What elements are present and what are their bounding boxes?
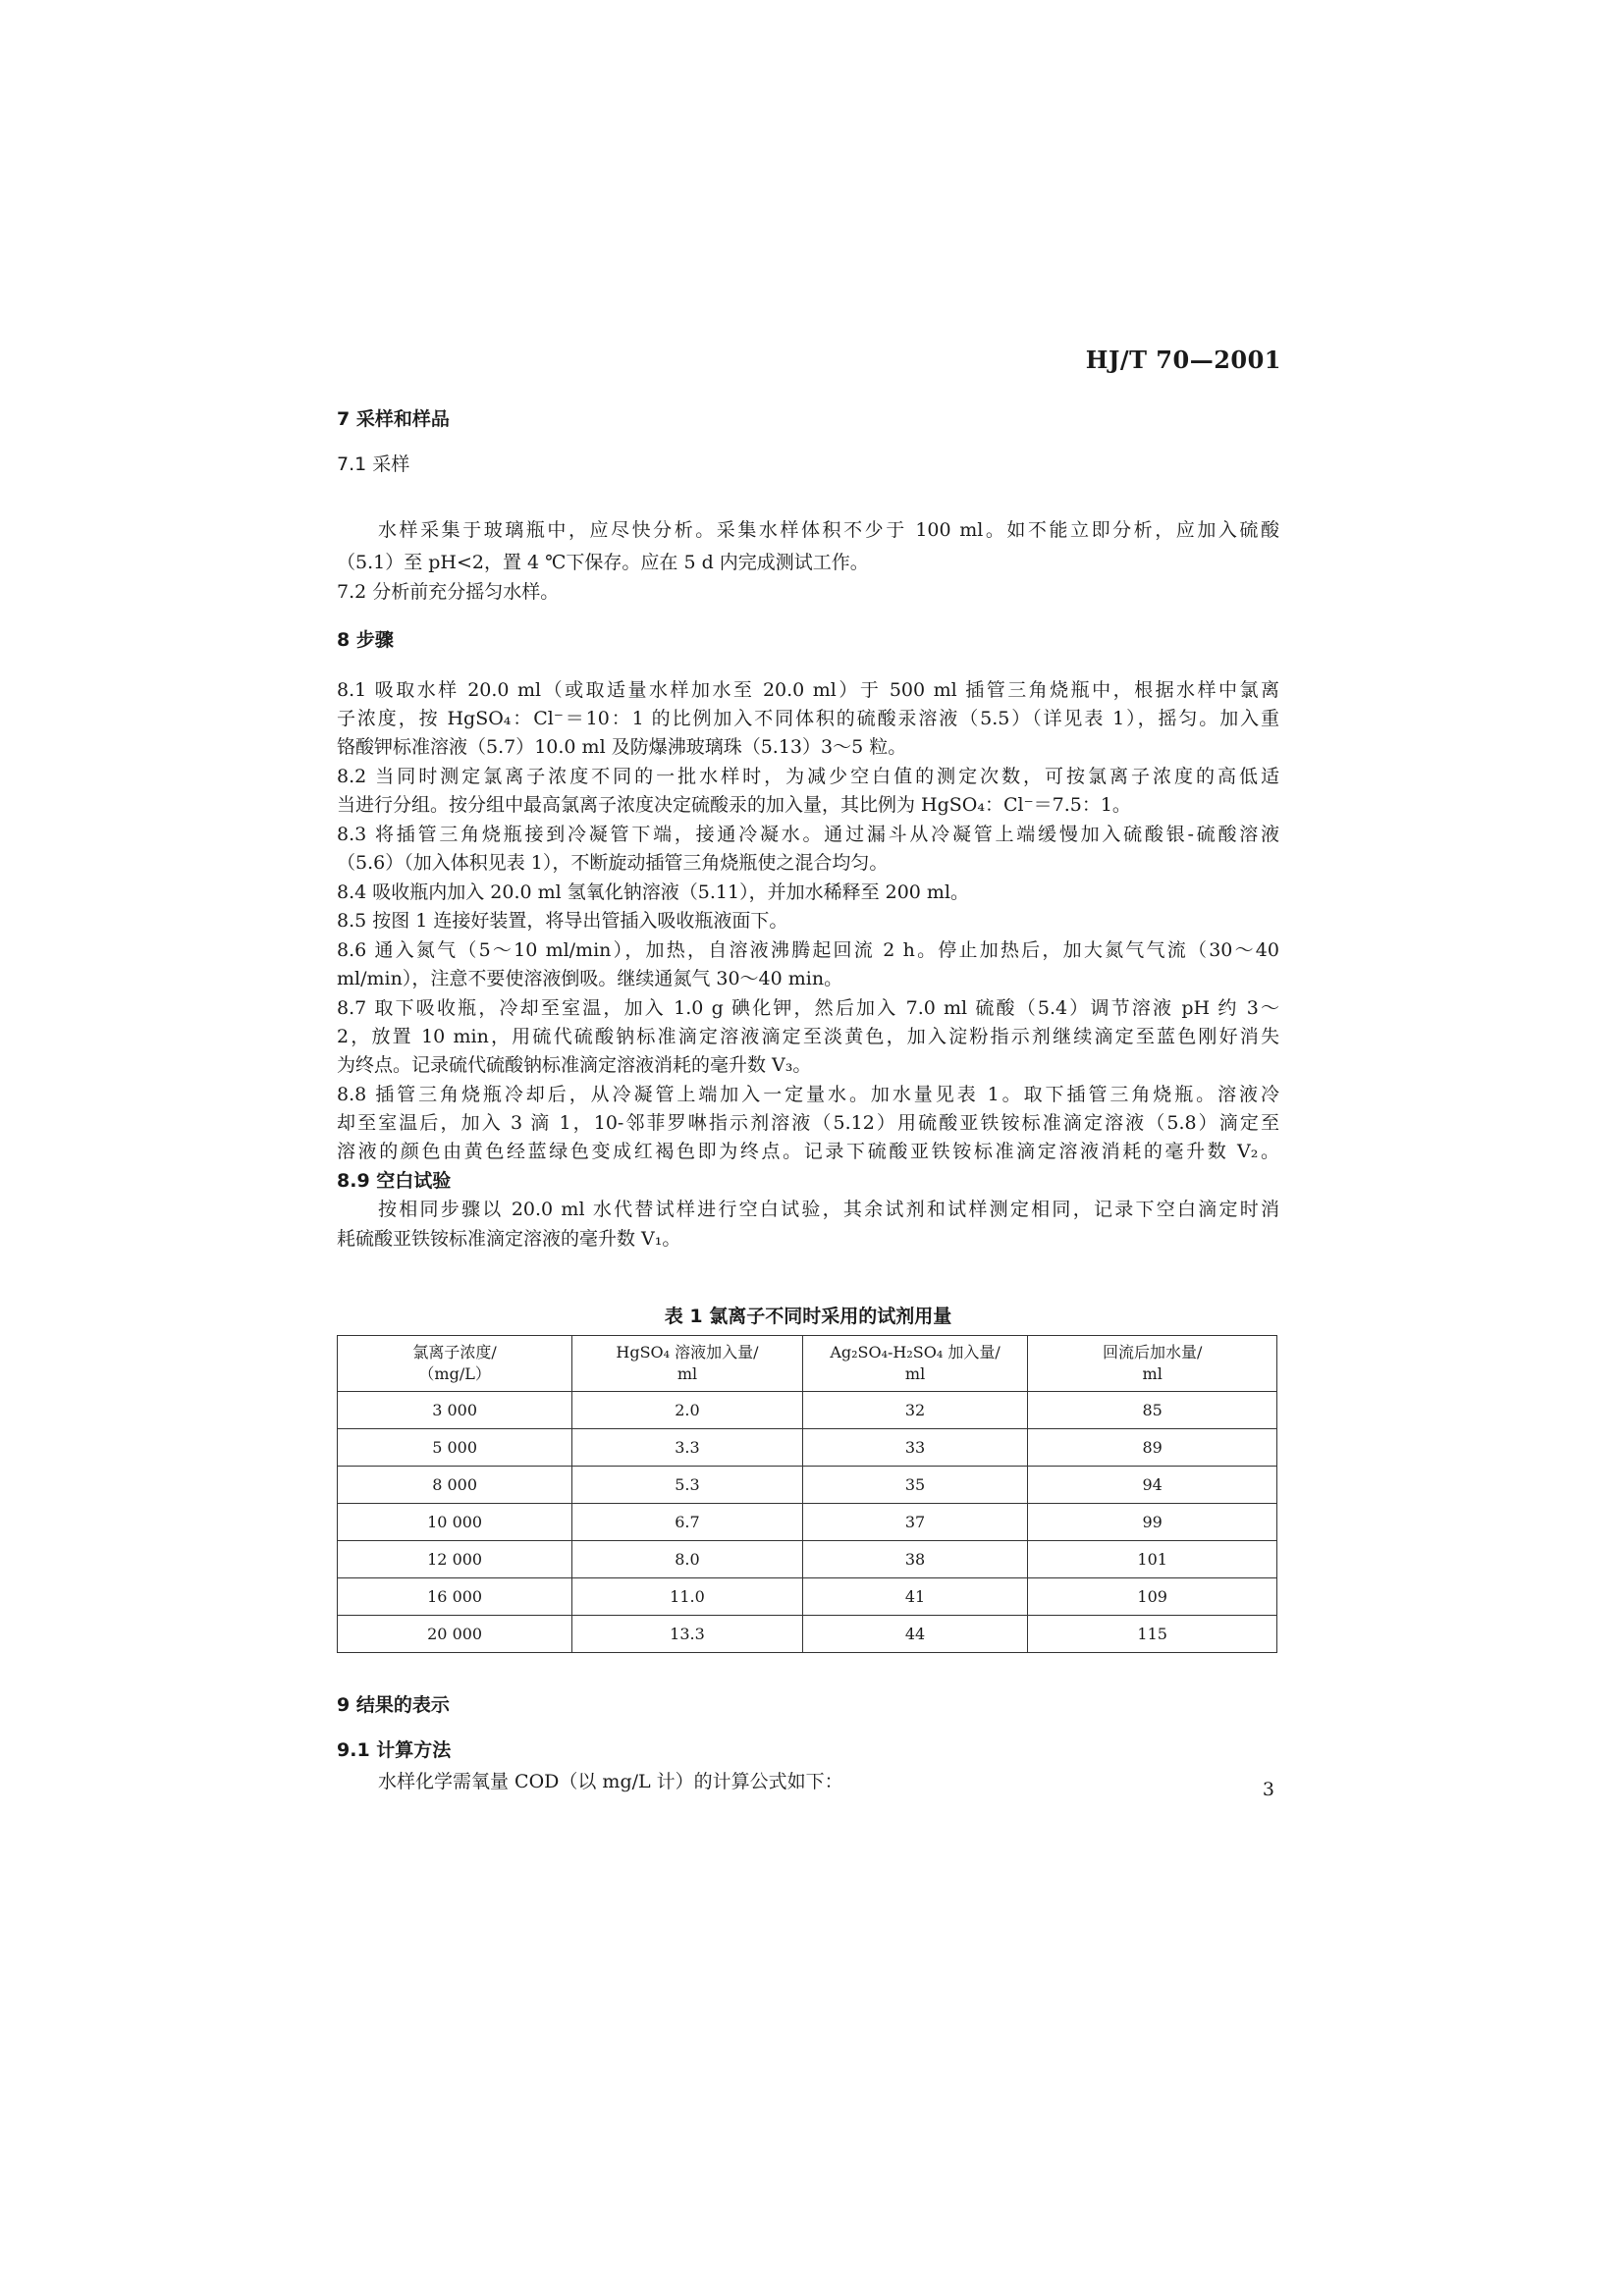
- cell-hgso4: 11.0: [572, 1578, 802, 1616]
- column-header-chloride: [338, 1336, 572, 1392]
- header-unit: ml: [904, 1364, 926, 1383]
- table-header-row: [338, 1336, 1277, 1392]
- section-7-1-paragraph-line: （5.1）至 pH<2，置 4 ℃下保存。应在 5 d 内完成测试工作。: [337, 552, 869, 573]
- header-unit: ml: [676, 1364, 698, 1383]
- section-8-1-line: 8.1 吸取水样 20.0 ml（或取适量水样加水至 20.0 ml）于 500 ml 插管三角烧瓶中，根据水样中氯离: [337, 679, 1279, 701]
- cell-chloride: 20 000: [338, 1616, 572, 1653]
- table-row: [338, 1616, 1277, 1653]
- section-7-heading: 7 采样和样品: [337, 408, 450, 430]
- section-8-9-heading: 8.9 空白试验: [337, 1170, 452, 1192]
- cell-chloride: 8 000: [338, 1467, 572, 1504]
- section-8-7-line: 为终点。记录硫代硫酸钠标准滴定溶液消耗的毫升数 V₃。: [337, 1054, 812, 1076]
- cell-water: 85: [1028, 1392, 1277, 1429]
- column-header-ag2so4: [802, 1336, 1028, 1392]
- section-8-heading: 8 步骤: [337, 629, 394, 651]
- section-9-1-heading: 9.1 计算方法: [337, 1739, 452, 1761]
- page-number: 3: [1262, 1779, 1274, 1800]
- section-7-1-heading: 7.1 采样: [337, 454, 410, 475]
- section-9-heading: 9 结果的表示: [337, 1694, 450, 1716]
- header-line: HgSO₄ 溶液加入量/: [616, 1343, 759, 1362]
- cell-chloride: 12 000: [338, 1541, 572, 1578]
- table-row: [338, 1504, 1277, 1541]
- section-8-2-line: 当进行分组。按分组中最高氯离子浓度决定硫酸汞的加入量，其比例为 HgSO₄：Cl⁻＝7.5：1。: [337, 794, 1131, 816]
- table-1-caption: 表 1 氯离子不同时采用的试剂用量: [664, 1306, 952, 1327]
- section-8-3-line: （5.6）（加入体积见表 1），不断旋动插管三角烧瓶使之混合均匀。: [337, 852, 889, 874]
- cell-chloride: 5 000: [338, 1429, 572, 1467]
- cell-water: 115: [1028, 1616, 1277, 1653]
- header-line: Ag₂SO₄-H₂SO₄ 加入量/: [830, 1343, 1001, 1362]
- section-7-2-text: 7.2 分析前充分摇匀水样。: [337, 581, 560, 603]
- cell-chloride: 16 000: [338, 1578, 572, 1616]
- section-8-1-line: 子浓度，按 HgSO₄：Cl⁻＝10：1 的比例加入不同体积的硫酸汞溶液（5.5）（详见表 1），摇匀。加入重: [337, 708, 1279, 729]
- cell-water: 109: [1028, 1578, 1277, 1616]
- section-8-7-line: 2，放置 10 min，用硫代硫酸钠标准滴定溶液滴定至淡黄色，加入淀粉指示剂继续滴定至蓝色刚好消失: [337, 1026, 1279, 1047]
- table-row: [338, 1429, 1277, 1467]
- cell-ag2so4: 32: [802, 1392, 1028, 1429]
- section-8-6-line: 8.6 通入氮气（5～10 ml/min），加热，自溶液沸腾起回流 2 h。停止加热后，加大氮气气流（30～40: [337, 939, 1279, 961]
- section-8-4-text: 8.4 吸收瓶内加入 20.0 ml 氢氧化钠溶液（5.11），并加水稀释至 200 ml。: [337, 881, 970, 903]
- cell-ag2so4: 33: [802, 1429, 1028, 1467]
- cell-hgso4: 13.3: [572, 1616, 802, 1653]
- header-unit: ml: [1142, 1364, 1163, 1383]
- cell-ag2so4: 37: [802, 1504, 1028, 1541]
- table-row: [338, 1392, 1277, 1429]
- column-header-water: [1028, 1336, 1277, 1392]
- header-line: 回流后加水量/: [1102, 1343, 1203, 1362]
- section-8-7-line: 8.7 取下吸收瓶，冷却至室温，加入 1.0 g 碘化钾，然后加入 7.0 ml 硫酸（5.4）调节溶液 pH 约 3～: [337, 997, 1279, 1019]
- table-row: [338, 1541, 1277, 1578]
- cell-hgso4: 5.3: [572, 1467, 802, 1504]
- cell-hgso4: 6.7: [572, 1504, 802, 1541]
- section-8-9-line: 按相同步骤以 20.0 ml 水代替试样进行空白试验，其余试剂和试样测定相同，记录下空白滴定时消: [378, 1199, 1279, 1220]
- cell-chloride: 3 000: [338, 1392, 572, 1429]
- column-header-hgso4: [572, 1336, 802, 1392]
- section-8-5-text: 8.5 按图 1 连接好装置，将导出管插入吸收瓶液面下。: [337, 910, 788, 932]
- section-8-8-line: 8.8 插管三角烧瓶冷却后，从冷凝管上端加入一定量水。加水量见表 1。取下插管三角烧瓶。溶液冷: [337, 1084, 1279, 1105]
- cell-ag2so4: 38: [802, 1541, 1028, 1578]
- section-8-6-line: ml/min），注意不要使溶液倒吸。继续通氮气 30～40 min。: [337, 968, 843, 989]
- header-line: 氯离子浓度/: [412, 1343, 497, 1362]
- section-8-3-line: 8.3 将插管三角烧瓶接到冷凝管下端，接通冷凝水。通过漏斗从冷凝管上端缓慢加入硫酸银-硫酸溶液: [337, 824, 1279, 845]
- section-9-1-text: 水样化学需氧量 COD（以 mg/L 计）的计算公式如下：: [378, 1771, 843, 1792]
- cell-water: 101: [1028, 1541, 1277, 1578]
- section-8-2-line: 8.2 当同时测定氯离子浓度不同的一批水样时，为减少空白值的测定次数，可按氯离子浓度的高低适: [337, 766, 1279, 787]
- cell-hgso4: 2.0: [572, 1392, 802, 1429]
- section-8-8-line: 却至室温后，加入 3 滴 1，10-邻菲罗啉指示剂溶液（5.12）用硫酸亚铁铵标准滴定溶液（5.8）滴定至: [337, 1112, 1279, 1134]
- cell-water: 89: [1028, 1429, 1277, 1467]
- cell-water: 99: [1028, 1504, 1277, 1541]
- cell-hgso4: 3.3: [572, 1429, 802, 1467]
- table-row: [338, 1467, 1277, 1504]
- section-8-8-line: 溶液的颜色由黄色经蓝绿色变成红褐色即为终点。记录下硫酸亚铁铵标准滴定溶液消耗的毫升数 V₂。: [337, 1141, 1279, 1162]
- cell-water: 94: [1028, 1467, 1277, 1504]
- header-unit: （mg/L）: [418, 1364, 491, 1383]
- cell-chloride: 10 000: [338, 1504, 572, 1541]
- document-code: HJ/T 70—2001: [1085, 346, 1281, 374]
- section-7-1-paragraph-line: 水样采集于玻璃瓶中，应尽快分析。采集水样体积不少于 100 ml。如不能立即分析，应加入硫酸: [378, 519, 1279, 541]
- cell-ag2so4: 41: [802, 1578, 1028, 1616]
- section-8-1-line: 铬酸钾标准溶液（5.7）10.0 ml 及防爆沸玻璃珠（5.13）3～5 粒。: [337, 736, 907, 758]
- cell-ag2so4: 44: [802, 1616, 1028, 1653]
- table-row: [338, 1578, 1277, 1616]
- section-8-9-line: 耗硫酸亚铁铵标准滴定溶液的毫升数 V₁。: [337, 1228, 681, 1250]
- cell-ag2so4: 35: [802, 1467, 1028, 1504]
- cell-hgso4: 8.0: [572, 1541, 802, 1578]
- table-1: [337, 1335, 1277, 1653]
